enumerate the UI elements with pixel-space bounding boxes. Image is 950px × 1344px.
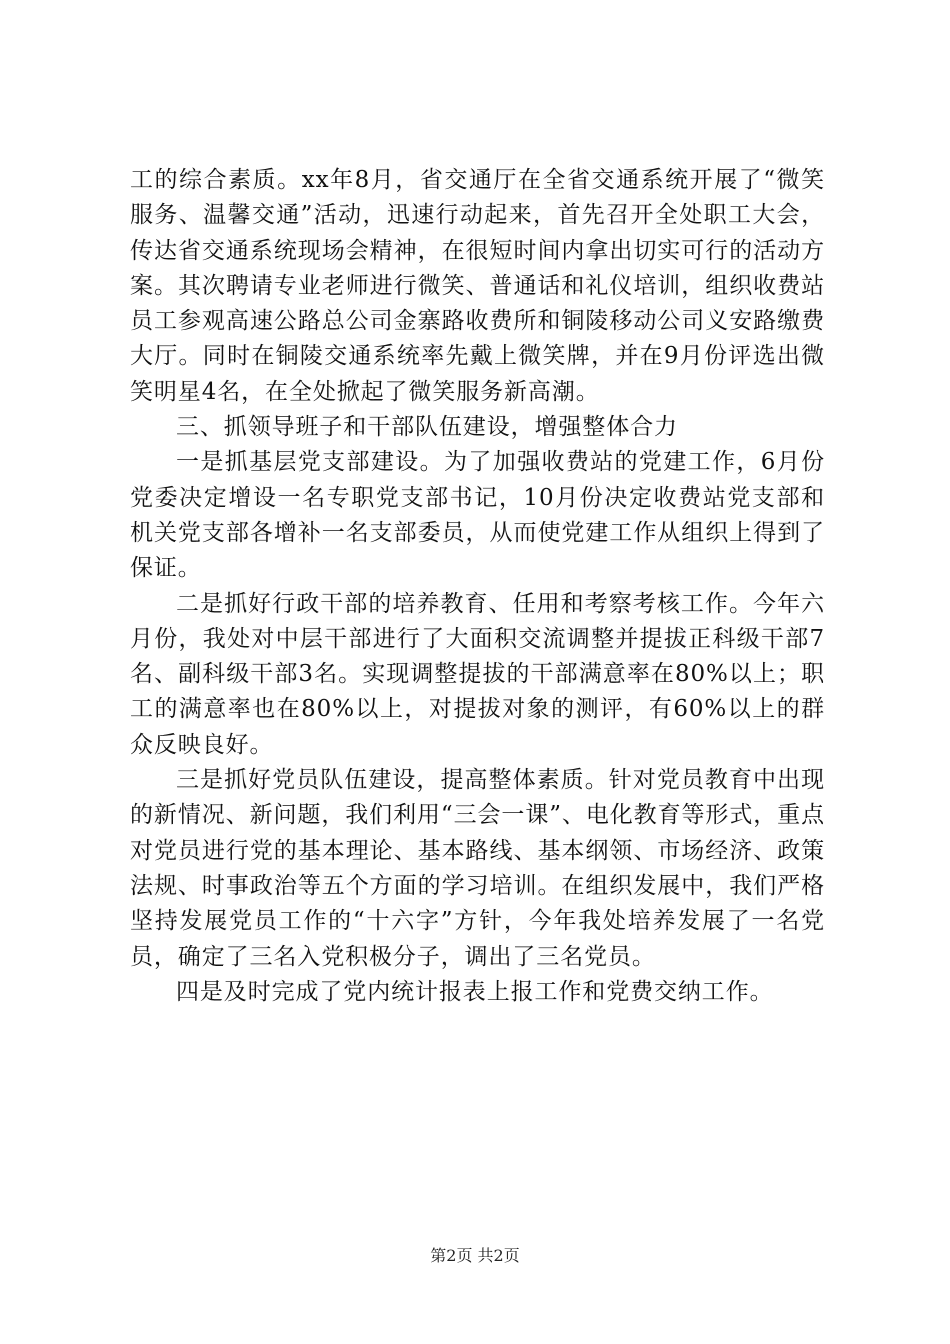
paragraph-item-1: 一是抓基层党支部建设。为了加强收费站的党建工作，6月份党委决定增设一名专职党支部书记，10月份决定收费站党支部和机关党支部各增补一名支部委员，从而使党建工作从组织上得到了保证。: [130, 449, 825, 582]
paragraph-item-2: 二是抓好行政干部的培养教育、任用和考察考核工作。今年六月份，我处对中层干部进行了大面积交流调整并提拔正科级干部7名、副科级干部3名。实现调整提拔的干部满意率在80%以上；职工的满意率也在80%以上，对提拔对象的测评，有60%以上的群众反映良好。: [130, 590, 825, 758]
paragraph-item-4: 四是及时完成了党内统计报表上报工作和党费交纳工作。: [176, 978, 774, 1005]
document-body: [130, 163, 825, 1010]
paragraph-continued: 工的综合素质。xx年8月，省交通厅在全省交通系统开展了“微笑服务、温馨交通”活动，迅速行动起来，首先召开全处职工大会，传达省交通系统现场会精神，在很短时间内拿出切实可行的活动方案。其次聘请专业老师进行微笑、普通话和礼仪培训，组织收费站员工参观高速公路总公司金寨路收费所和铜陵移动公司义安路缴费大厅。同时在铜陵交通系统率先戴上微笑牌，并在9月份评选出微笑明星4名，在全处掀起了微笑服务新高潮。: [130, 167, 825, 405]
section-heading: 三、抓领导班子和干部队伍建设，增强整体合力: [176, 414, 678, 441]
page-footer: 第2页 共2页: [430, 1246, 520, 1265]
paragraph-item-3: 三是抓好党员队伍建设，提高整体素质。针对党员教育中出现的新情况、新问题，我们利用“三会一课”、电化教育等形式，重点对党员进行党的基本理论、基本路线、基本纲领、市场经济、政策法规、时事政治等五个方面的学习培训。在组织发展中，我们严格坚持发展党员工作的“十六字”方针，今年我处培养发展了一名党员，确定了三名入党积极分子，调出了三名党员。: [130, 767, 825, 970]
